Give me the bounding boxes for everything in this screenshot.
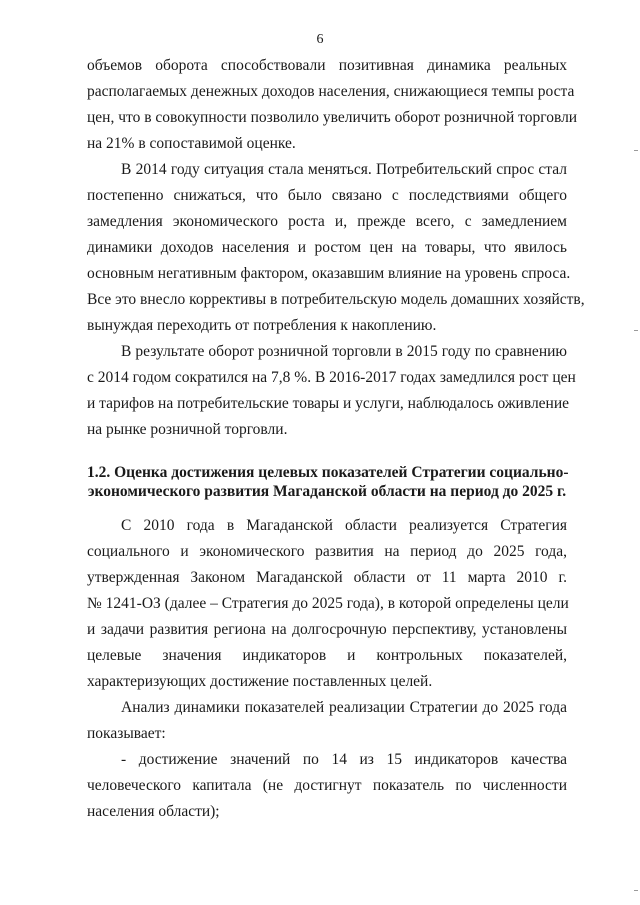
paragraph-line: целевые значения индикаторов и контрольных показателей, [87, 647, 567, 664]
paragraph-line: социального и экономического развития на период до 2025 года, [87, 543, 567, 560]
page-number: 6 [316, 32, 324, 47]
paragraph-line: замедления экономического роста и, прежде всего, с замедлением [87, 213, 567, 230]
paragraph-line: Все это внесло коррективы в потребительскую модель домашних хозяйств, [87, 291, 585, 308]
paragraph-line: В 2014 году ситуация стала меняться. Потребительский спрос стал [121, 161, 567, 178]
paragraph-line: объемов оборота способствовали позитивная динамика реальных [87, 57, 567, 74]
scan-mark [634, 330, 638, 331]
list-item-line: - достижение значений по 14 из 15 индикаторов качества [121, 751, 567, 768]
paragraph-line: основным негативным фактором, оказавшим влияние на уровень спроса. [87, 265, 571, 282]
paragraph-line: показывает: [87, 725, 166, 742]
paragraph-line: на 21% в сопоставимой оценке. [87, 135, 296, 152]
paragraph-line: с 2014 годом сократился на 7,8 %. В 2016-2017 годах замедлился рост цен [87, 369, 576, 386]
paragraph-line: и тарифов на потребительские товары и услуги, наблюдалось оживление [87, 395, 570, 412]
paragraph-line: вынуждая переходить от потребления к накоплению. [87, 317, 437, 334]
paragraph-line: В результате оборот розничной торговли в 2015 году по сравнению [121, 343, 567, 360]
paragraph-line: динамики доходов населения и ростом цен на товары, что явилось [87, 239, 567, 256]
paragraph-line: цен, что в совокупности позволило увеличить оборот розничной торговли [87, 109, 578, 126]
section-heading: экономического развития Магаданской области на период до 2025 г. [87, 483, 567, 500]
paragraph-line: и задачи развития региона на долгосрочную перспективу, установлены [87, 621, 567, 638]
list-item-line: человеческого капитала (не достигнут показатель по численности [87, 777, 567, 794]
paragraph-line: утвержденная Законом Магаданской области от 11 марта 2010 г. [87, 569, 567, 586]
paragraph-line: Анализ динамики показателей реализации Стратегии до 2025 года [121, 699, 567, 716]
paragraph-line: постепенно снижаться, что было связано с последствиями общего [87, 187, 567, 204]
paragraph-line: на рынке розничной торговли. [87, 421, 288, 438]
scan-mark [634, 890, 638, 891]
paragraph-line: располагаемых денежных доходов населения, снижающиеся темпы роста [87, 83, 575, 100]
paragraph-line: № 1241-ОЗ (далее – Стратегия до 2025 года), в которой определены цели [87, 595, 569, 612]
list-item-line: населения области); [87, 803, 220, 820]
scan-mark [634, 150, 638, 151]
paragraph-line: С 2010 года в Магаданской области реализуется Стратегия [121, 517, 567, 534]
section-heading: 1.2. Оценка достижения целевых показателей Стратегии социально- [87, 464, 569, 481]
paragraph-line: характеризующих достижение поставленных целей. [87, 673, 433, 690]
